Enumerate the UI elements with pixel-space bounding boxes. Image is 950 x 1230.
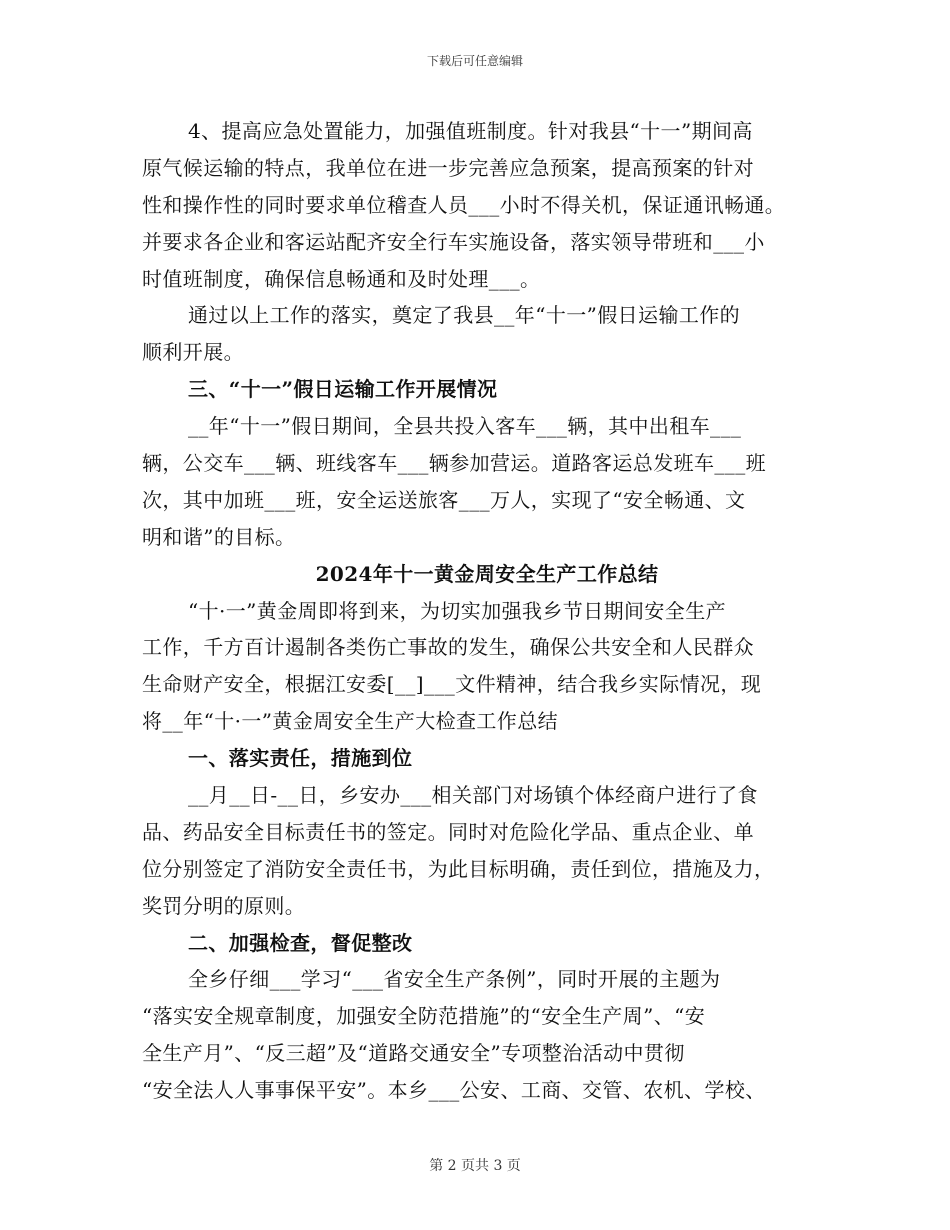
document-body (142, 113, 832, 1109)
text-line: 全生产月”、“反三超”及“道路交通安全”专项整治活动中贯彻 (142, 1041, 685, 1066)
text-line: 全乡仔细___学习“___省安全生产条例”，同时开展的主题为 (188, 967, 721, 992)
text-line: 明和谐”的目标。 (142, 524, 296, 549)
text-line: “十·一”黄金周即将到来，为切实加强我乡节日期间安全生产 (188, 598, 727, 623)
section-heading: 三、“十一”假日运输工作开展情况 (188, 377, 498, 402)
text-line: 将__年“十·一”黄金周安全生产大检查工作总结 (142, 709, 559, 734)
section-heading: 一、落实责任，措施到位 (188, 746, 413, 771)
text-line: 原气候运输的特点，我单位在进一步完善应急预案，提高预案的针对 (142, 155, 754, 180)
text-line: 位分别签定了消防安全责任书，为此目标明确，责任到位，措施及力， (142, 856, 775, 881)
text-line: 工作，千方百计遏制各类伤亡事故的发生，确保公共安全和人民群众 (142, 635, 754, 660)
text-line: 性和操作性的同时要求单位稽查人员___小时不得关机，保证通讯畅通。 (142, 192, 786, 217)
text-line: __月__日-__日，乡安办___相关部门对场镇个体经商户进行了食 (188, 783, 758, 808)
text-line: 奖罚分明的原则。 (142, 893, 306, 918)
text-line: 通过以上工作的落实，奠定了我县__年“十一”假日运输工作的 (188, 303, 741, 328)
text-line: 品、药品安全目标责任书的签定。同时对危险化学品、重点企业、单 (142, 819, 754, 844)
text-line: “安全法人人事事保平安”。本乡___公安、工商、交管、农机、学校、 (142, 1078, 766, 1103)
page-footer: 第 2 页共 3 页 (429, 1158, 521, 1174)
text-line: 时值班制度，确保信息畅通和及时处理___。 (142, 266, 541, 291)
text-line: 顺利开展。 (142, 340, 244, 365)
text-line: 并要求各企业和客运站配齐安全行车实施设备，落实领导带班和___小 (142, 229, 765, 254)
text-line: “落实安全规章制度，加强安全防范措施”的“安全生产周”、“安 (142, 1004, 706, 1029)
text-line: 辆，公交车___辆、班线客车___辆参加营运。道路客运总发班车___班 (142, 451, 766, 476)
text-line: 4、提高应急处置能力，加强值班制度。针对我县“十一”期间高 (188, 119, 753, 143)
text-line: 次，其中加班___班，安全运送旅客___万人，实现了“安全畅通、文 (142, 487, 746, 512)
text-line: __年“十一”假日期间，全县共投入客车___辆，其中出租车___ (188, 414, 742, 439)
page-header: 下载后可任意编辑 (426, 54, 523, 68)
document-title: 2024年十一黄金周安全生产工作总结 (315, 561, 659, 586)
section-heading: 二、加强检查，督促整改 (188, 930, 413, 955)
text-line: 生命财产安全，根据江安委[__]___文件精神，结合我乡实际情况，现 (142, 672, 762, 697)
